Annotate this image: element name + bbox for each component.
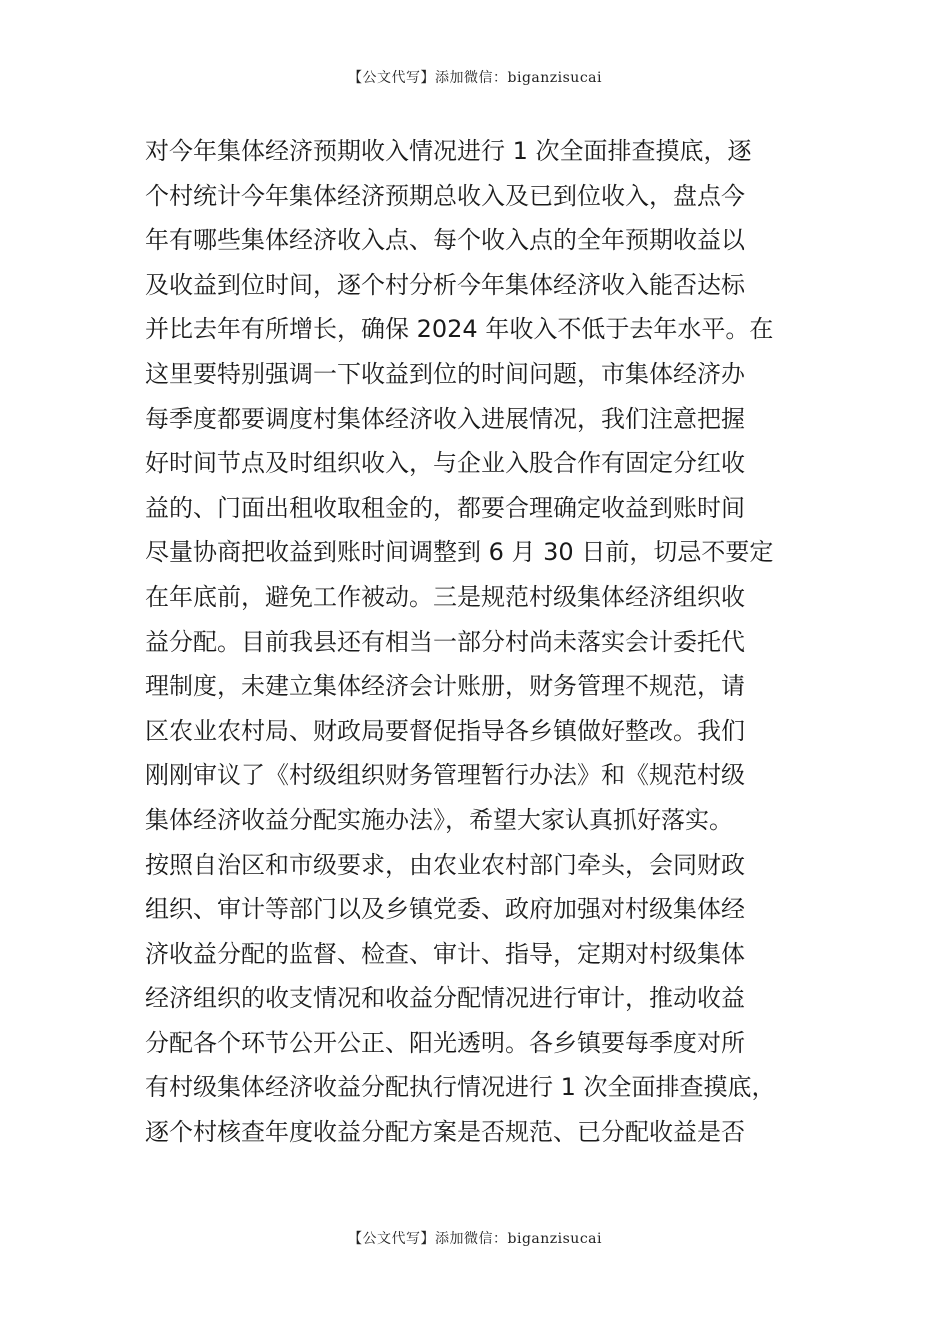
body-line: 并比去年有所增长，确保 2024 年收入不低于去年水平。在 (145, 315, 774, 344)
body-line: 益分配。目前我县还有相当一部分村尚未落实会计委托代 (145, 627, 745, 656)
body-line: 经济组织的收支情况和收益分配情况进行审计，推动收益 (145, 984, 745, 1013)
body-line: 分配各个环节公开公正、阳光透明。各乡镇要每季度对所 (145, 1028, 745, 1057)
body-line: 集体经济收益分配实施办法》，希望大家认真抓好落实。 (145, 805, 733, 834)
body-line: 对今年集体经济预期收入情况进行 1 次全面排查摸底，逐 (145, 137, 752, 165)
body-line: 好时间节点及时组织收入，与企业入股合作有固定分红收 (145, 449, 745, 478)
body-line: 组织、审计等部门以及乡镇党委、政府加强对村级集体经 (145, 895, 745, 924)
body-line: 这里要特别强调一下收益到位的时间问题，市集体经济办 (145, 359, 745, 388)
body-line: 每季度都要调度村集体经济收入进展情况，我们注意把握 (145, 404, 745, 433)
body-line: 刚刚审议了《村级组织财务管理暂行办法》和《规范村级 (145, 761, 745, 790)
document-body (145, 129, 845, 1155)
body-line: 逐个村核查年度收益分配方案是否规范、已分配收益是否 (145, 1118, 745, 1147)
body-line: 个村统计今年集体经济预期总收入及已到位收入，盘点今 (145, 181, 745, 210)
body-line: 益的、门面出租收取租金的，都要合理确定收益到账时间 (145, 493, 745, 522)
body-line: 济收益分配的监督、检查、审计、指导，定期对村级集体 (145, 939, 745, 968)
body-line: 年有哪些集体经济收入点、每个收入点的全年预期收益以 (145, 226, 745, 255)
body-line: 有村级集体经济收益分配执行情况进行 1 次全面排查摸底， (145, 1073, 776, 1102)
body-line: 按照自治区和市级要求，由农业农村部门牵头，会同财政 (145, 850, 745, 879)
body-line: 在年底前，避免工作被动。三是规范村级集体经济组织收 (145, 582, 745, 611)
page-footer: 【公文代写】添加微信：biganzisucai (348, 1231, 602, 1247)
body-line: 区农业农村局、财政局要督促指导各乡镇做好整改。我们 (145, 716, 745, 745)
body-line: 及收益到位时间，逐个村分析今年集体经济收入能否达标 (145, 270, 745, 299)
page-header: 【公文代写】添加微信：biganzisucai (348, 70, 602, 86)
body-line: 理制度，未建立集体经济会计账册，财务管理不规范，请 (145, 672, 745, 701)
body-line: 尽量协商把收益到账时间调整到 6 月 30 日前，切忌不要定 (145, 538, 774, 567)
